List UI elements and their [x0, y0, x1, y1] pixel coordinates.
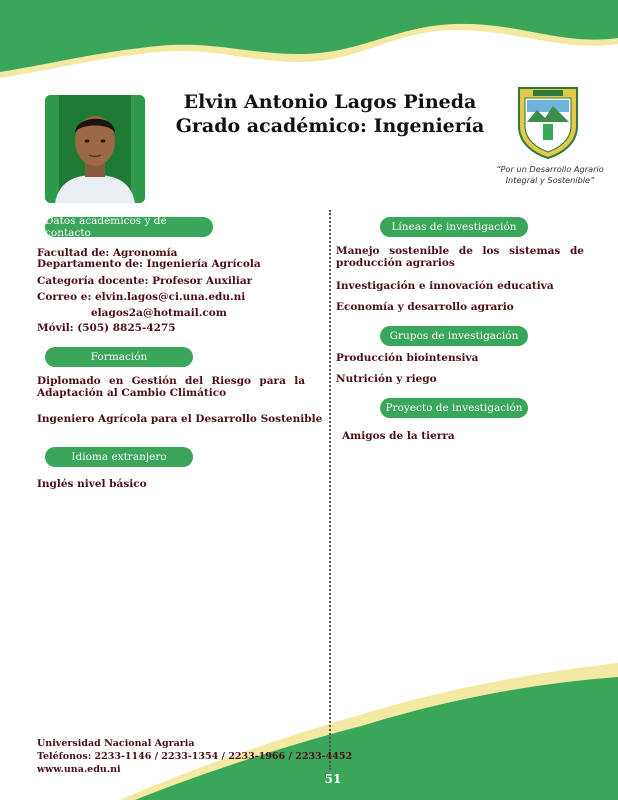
research-project-item: Amigos de la tierra [342, 430, 455, 442]
research-group-item: Nutrición y riego [336, 373, 437, 385]
section-research-lines-title: Líneas de investigación [380, 217, 528, 237]
training-item: Diplomado en Gestión del Riesgo para la Adaptación al Cambio Climático [37, 375, 305, 399]
footer-website[interactable]: www.una.edu.ni [37, 764, 121, 775]
motto-line-2: Integral y Sostenible” [505, 175, 595, 185]
section-language-title: Idioma extranjero [45, 447, 193, 467]
footer-contact [37, 737, 352, 776]
top-wave-decoration [0, 0, 618, 80]
motto-line-1: “Por un Desarrollo Agrario [496, 164, 604, 174]
contact-department: Departamento de: Ingeniería Agrícola [37, 258, 261, 270]
full-name: Elvin Antonio Lagos Pineda [183, 91, 477, 113]
section-research-groups-title: Grupos de investigación [380, 326, 528, 346]
academic-degree: Grado académico: Ingeniería [175, 115, 485, 137]
portrait-illustration [45, 95, 145, 203]
contact-faculty: Facultad de: Agronomía [37, 247, 178, 259]
research-group-item: Producción biointensiva [336, 352, 479, 364]
profile-photo [45, 95, 145, 203]
bottom-wave-decoration [0, 655, 618, 800]
training-item: Ingeniero Agrícola para el Desarrollo Sostenible [37, 413, 323, 425]
section-training-title: Formación [45, 347, 193, 367]
institution-motto [488, 164, 612, 186]
profile-header [170, 90, 490, 138]
research-line-item: Investigación e innovación educativa [336, 280, 554, 292]
contact-email-2: elagos2a@hotmail.com [91, 307, 227, 319]
footer-institution: Universidad Nacional Agraria [37, 738, 195, 749]
university-seal-icon [515, 86, 581, 160]
footer-phones: Teléfonos: 2233-1146 / 2233-1354 / 2233-1966 / 2233-4452 [37, 751, 353, 762]
language-item: Inglés nivel básico [37, 478, 147, 490]
section-research-project-title: Proyecto de investigación [380, 398, 528, 418]
research-line-item: Economía y desarrollo agrario [336, 301, 514, 313]
column-divider [329, 210, 331, 770]
page-number: 51 [324, 772, 342, 786]
section-contact-title: Datos académicos y de contacto [45, 217, 213, 237]
research-line-item: Manejo sostenible de los sistemas de producción agrarios [336, 245, 584, 269]
contact-category: Categoría docente: Profesor Auxiliar [37, 275, 253, 287]
contact-email-1: Correo e: elvin.lagos@ci.una.edu.ni [37, 291, 246, 303]
contact-mobile: Móvil: (505) 8825-4275 [37, 322, 176, 334]
